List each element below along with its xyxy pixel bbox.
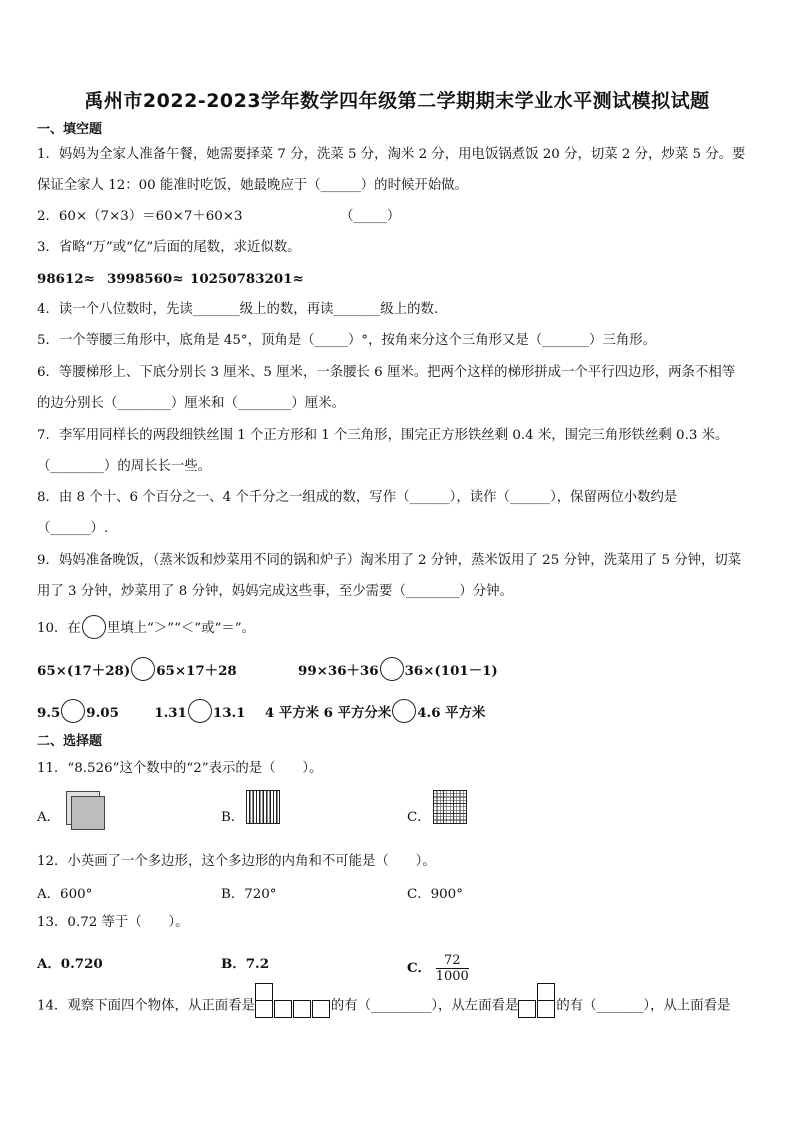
question-2-text: 2．60×（7×3）＝60×7＋60×3	[37, 209, 243, 224]
question-8-line-2: （______）.	[37, 521, 109, 536]
q12-option-a[interactable]: A．600°	[37, 887, 93, 902]
question-10-prefix: 10．在	[37, 621, 81, 636]
q11-option-c[interactable]: C．	[407, 810, 431, 825]
question-6-line-1: 6．等腰梯形上、下底分别长 3 厘米、5 厘米，一条腰长 6 厘米。把两个这样的梯形拼成一个平行四边形，两条不相等	[37, 365, 736, 380]
q13-option-c-label: C．	[407, 960, 432, 976]
question-2-blank: （_____）	[340, 209, 401, 224]
hundredths-grid-icon	[433, 790, 467, 824]
page-title: 禹州市2022-2023学年数学四年级第二学期期末学业水平测试模拟试题	[84, 90, 710, 112]
question-7-line-1: 7．李军用同样长的两段细铁丝围 1 个正方形和 1 个三角形，围完正方形铁丝剩 0.4 米，围完三角形铁丝剩 0.3 米。	[37, 428, 729, 443]
compare-circle-icon	[82, 615, 106, 639]
q13-option-a[interactable]: A．0.720	[37, 956, 103, 972]
tenths-strips-icon	[246, 790, 280, 824]
expr-right-4: 13.1	[212, 705, 246, 721]
question-9-line-1: 9．妈妈准备晚饭，（蒸米饭和炒菜用不同的锅和炉子）淘米用了 2 分钟，蒸米饭用了 25 分钟，洗菜用了 5 分钟，切菜	[37, 553, 742, 568]
expr-left-1: 65×(17＋28)	[37, 663, 131, 679]
question-10	[37, 619, 760, 639]
question-9-line-2: 用了 3 分钟，炒菜用了 8 分钟，妈妈完成这些事，至少需要（________）分钟。	[37, 584, 513, 599]
q12-option-b[interactable]: B．720°	[221, 887, 277, 902]
square-shaded-icon	[71, 796, 105, 830]
q11-option-a[interactable]: A．	[37, 810, 61, 825]
front-view-shape-icon	[255, 983, 331, 1019]
compare-circle-icon[interactable]	[131, 657, 155, 681]
compare-circle-icon[interactable]	[188, 699, 212, 723]
approx-item-3: 10250783201≈	[190, 271, 304, 287]
fraction-denominator: 1000	[435, 969, 469, 984]
expr-left-5: 4 平方米 6 平方分米	[264, 705, 392, 721]
question-4: 4．读一个八位数时，先读_______级上的数，再读_______级上的数．	[37, 302, 448, 317]
expr-right-5: 4.6 平方米	[417, 705, 486, 721]
compare-circle-icon[interactable]	[380, 657, 404, 681]
left-view-shape-icon	[518, 983, 556, 1019]
question-10-suffix: 里填上“＞”“＜”或“＝”。	[106, 621, 256, 636]
q12-option-c[interactable]: C．900°	[407, 887, 463, 902]
question-14-part-1: 14．观察下面四个物体，从正面看是	[37, 998, 255, 1014]
q13-option-c[interactable]	[407, 953, 469, 984]
fraction-numerator: 72	[436, 953, 469, 969]
compare-circle-icon[interactable]	[392, 699, 416, 723]
question-14-part-3: 的有（_______），从上面看是	[556, 998, 731, 1014]
question-5: 5．一个等腰三角形中，底角是 45°，顶角是（_____）°，按角来分这个三角形又是（_______）三角形。	[37, 333, 656, 348]
section-choice: 二、选择题	[37, 734, 103, 749]
expr-left-4: 1.31	[154, 705, 187, 721]
question-10-row-2	[37, 703, 760, 723]
question-14	[37, 993, 760, 1019]
question-6-line-2: 的边分别长（________）厘米和（________）厘米。	[37, 396, 345, 411]
approx-item-2: 3998560≈	[107, 271, 184, 287]
question-3: 3．省略“万”或“亿”后面的尾数，求近似数。	[37, 240, 301, 255]
approx-item-1: 98612≈	[37, 271, 95, 287]
expr-left-3: 9.5	[37, 705, 61, 721]
expr-left-2: 99×36＋36	[298, 663, 379, 679]
question-10-row-1	[37, 661, 760, 681]
expr-right-3: 9.05	[86, 705, 119, 721]
question-14-part-2: 的有（_________），从左面看是	[330, 998, 519, 1014]
q13-option-b[interactable]: B．7.2	[221, 956, 270, 972]
expr-right-2: 36×(101－1)	[404, 663, 498, 679]
question-7-line-2: （________）的周长长一些。	[37, 459, 212, 474]
section-fill-blank: 一、填空题	[37, 122, 103, 137]
compare-circle-icon[interactable]	[61, 699, 85, 723]
question-13: 13．0.72 等于（ ）。	[37, 915, 189, 930]
expr-right-1: 65×17＋28	[156, 663, 237, 679]
question-1-line-2: 保证全家人 12：00 能准时吃饭，她最晚应于（______）的时候开始做。	[37, 178, 468, 193]
question-11: 11．“8.526”这个数中的“2”表示的是（ ）。	[37, 761, 323, 776]
question-1-line-1: 1．妈妈为全家人准备午餐，她需要择菜 7 分，洗菜 5 分，淘米 2 分，用电饭锅煮饭 20 分，切菜 2 分，炒菜 5 分。要	[37, 147, 746, 162]
q11-option-b[interactable]: B．	[221, 810, 245, 825]
question-2	[37, 208, 760, 226]
question-12: 12．小英画了一个多边形，这个多边形的内角和不可能是（ ）。	[37, 854, 436, 869]
question-8-line-1: 8．由 8 个十、6 个百分之一、4 个千分之一组成的数，写作（______），读作（______），保留两位小数约是	[37, 490, 678, 505]
fraction	[436, 953, 469, 984]
